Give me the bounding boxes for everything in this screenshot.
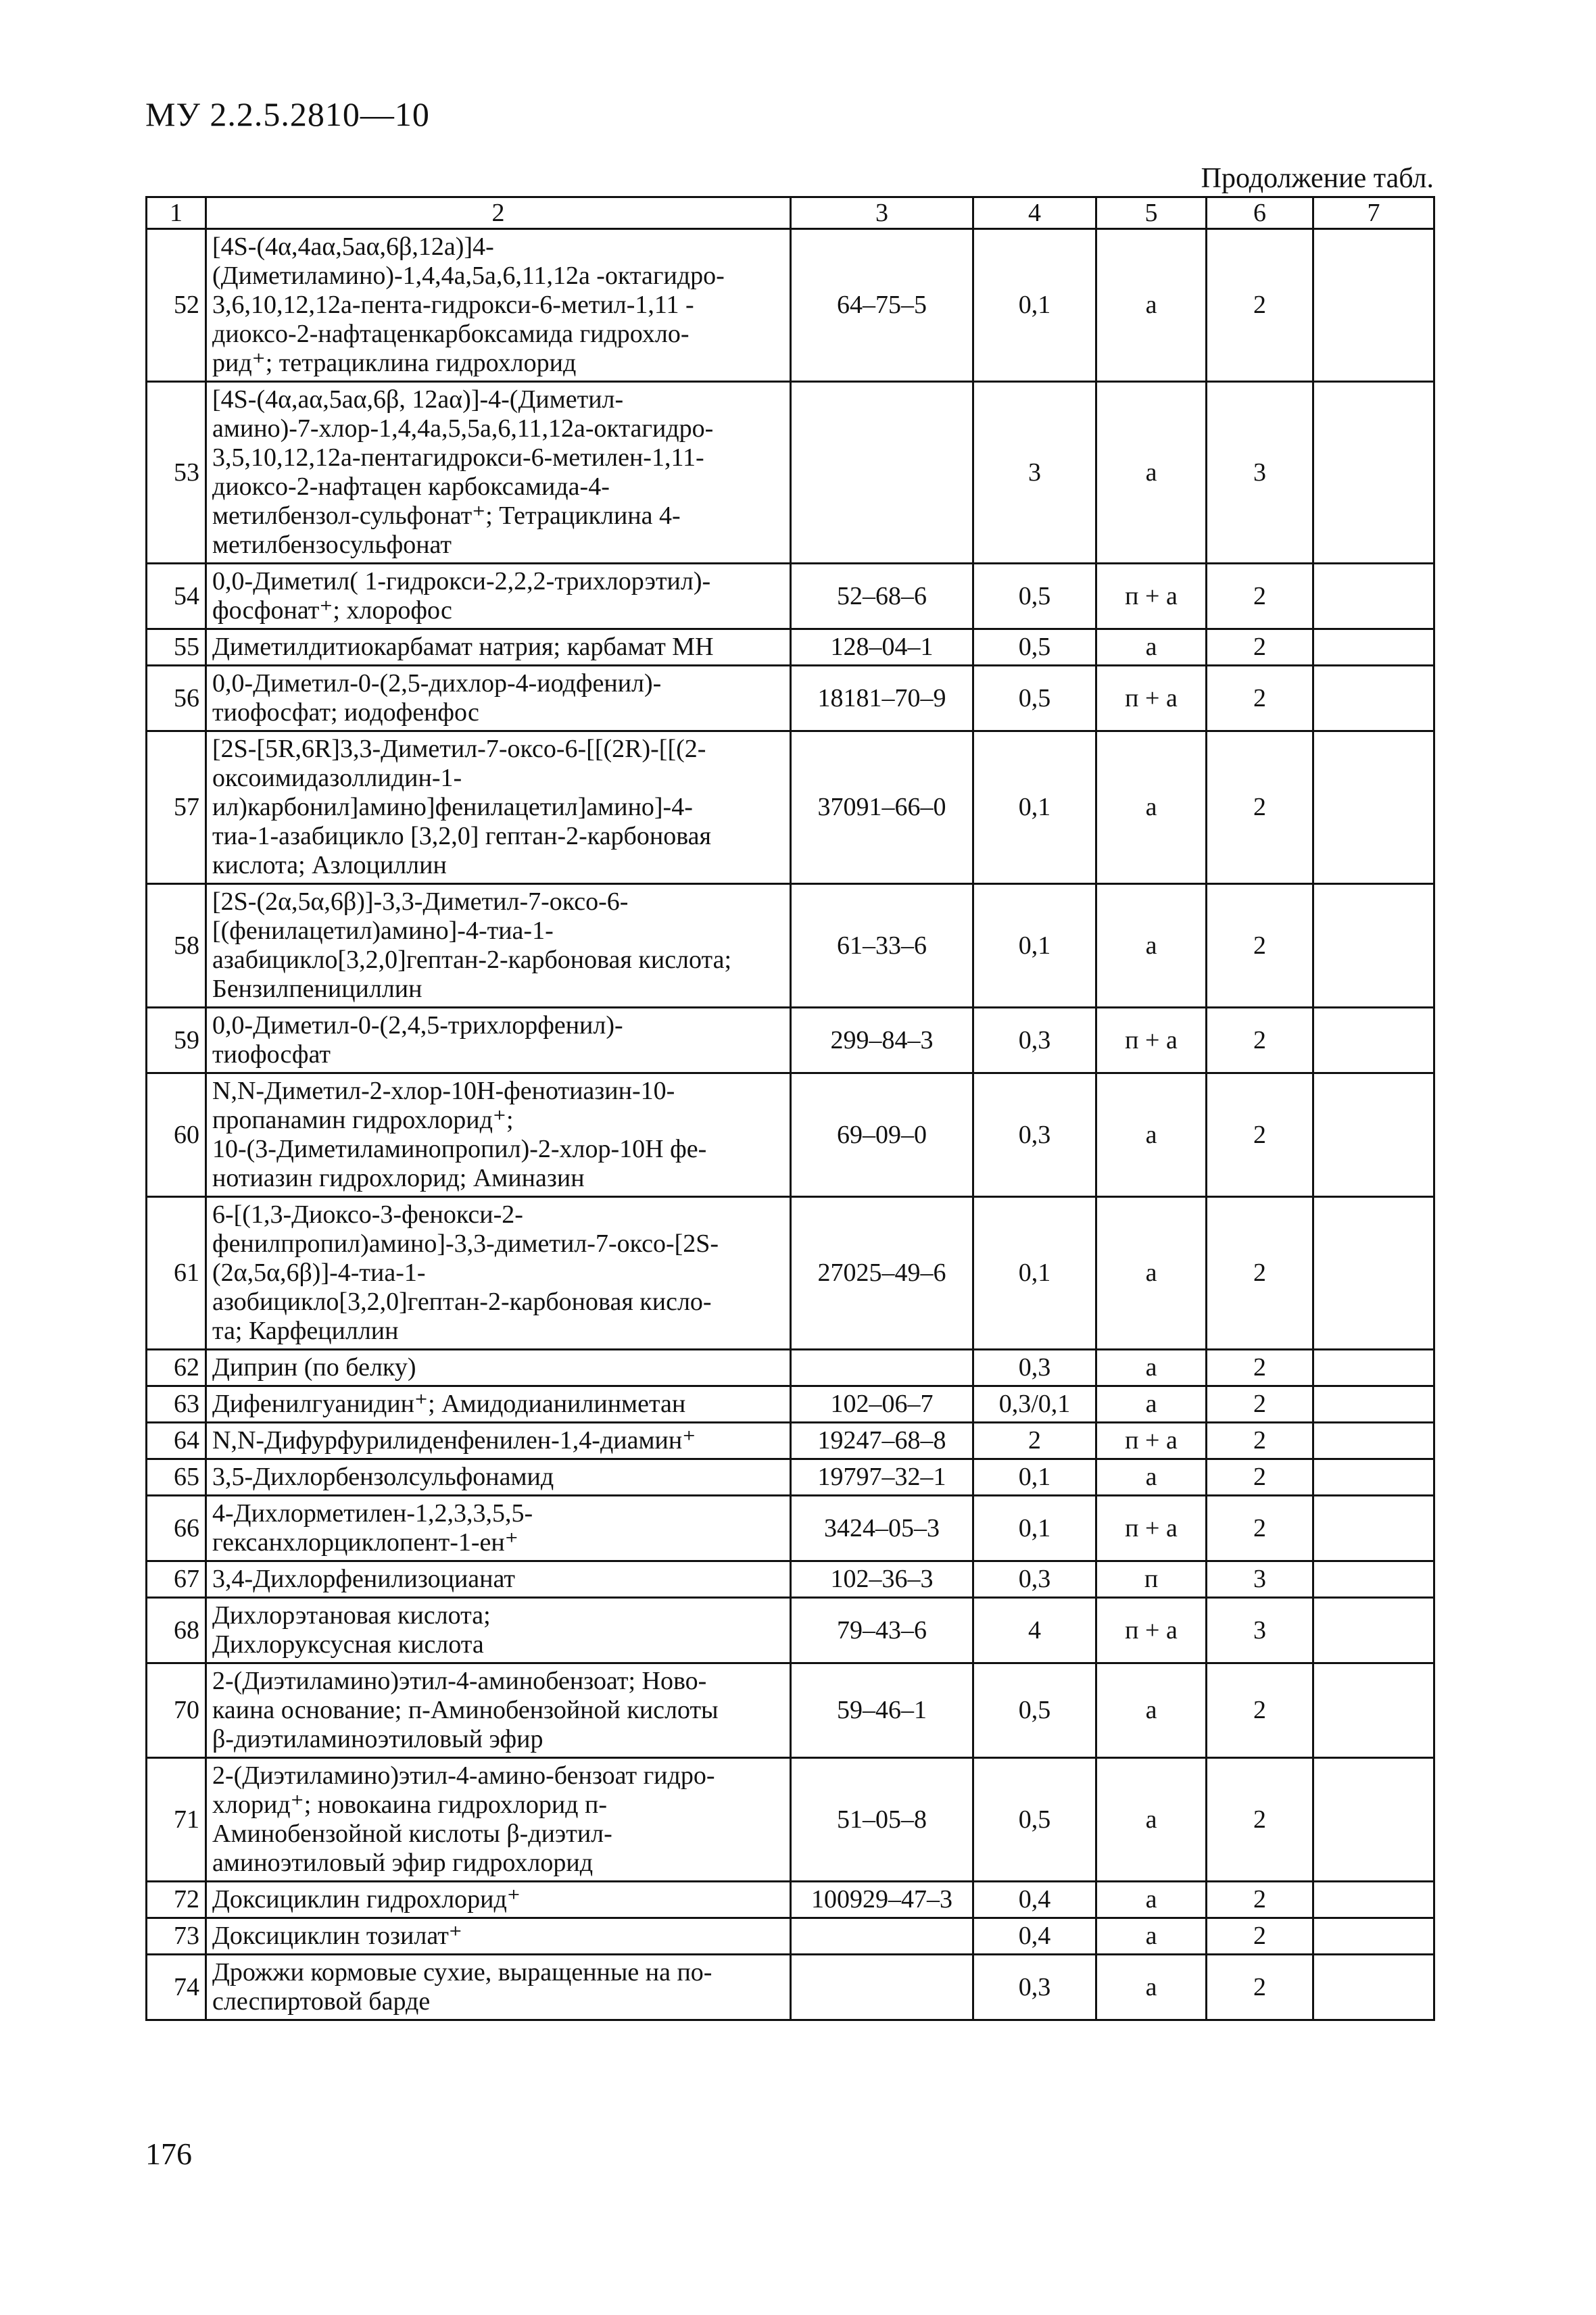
- substance-name-cell: 6-[(1,3-Диоксо-3-фенокси-2- фенилпропил)амино]-3,3-диметил-7-оксо-[2S- (2α,5α,6β)]-4-тиа-1- азобицикло[3,2,0]гептан-2-карбоновая кисло- та; Карфециллин: [206, 1197, 791, 1350]
- cas-number-cell: 51–05–8: [791, 1758, 973, 1882]
- note-cell: [1313, 1008, 1434, 1073]
- row-number-cell: 53: [147, 382, 206, 564]
- aggregate-state-cell: п + а: [1096, 1423, 1207, 1459]
- substance-name-cell: 0,0-Диметил-0-(2,4,5-трихлорфенил)- тиофосфат: [206, 1008, 791, 1073]
- note-cell: [1313, 1561, 1434, 1598]
- value-cell: 0,1: [973, 1496, 1096, 1561]
- cas-number-cell: 64–75–5: [791, 229, 973, 382]
- value-cell: 0,3: [973, 1955, 1096, 2020]
- hazard-class-cell: 2: [1207, 731, 1313, 884]
- value-cell: 4: [973, 1598, 1096, 1663]
- hazard-class-cell: 2: [1207, 564, 1313, 629]
- note-cell: [1313, 1386, 1434, 1423]
- note-cell: [1313, 629, 1434, 666]
- table-row: [147, 1008, 1434, 1073]
- substance-name-cell: N,N-Диметил-2-хлор-10Н-фенотиазин-10- пропанамин гидрохлорид⁺; 10-(3-Диметиламинопропил)-2-хлор-10Н фе- нотиазин гидрохлорид; Аминазин: [206, 1073, 791, 1197]
- table-row: [147, 1918, 1434, 1955]
- table-row: [147, 1459, 1434, 1496]
- value-cell: 0,3: [973, 1561, 1096, 1598]
- cas-number-cell: 52–68–6: [791, 564, 973, 629]
- row-number-cell: 55: [147, 629, 206, 666]
- hazard-class-cell: 2: [1207, 884, 1313, 1008]
- row-number-cell: 64: [147, 1423, 206, 1459]
- cas-number-cell: 27025–49–6: [791, 1197, 973, 1350]
- value-cell: 0,5: [973, 1758, 1096, 1882]
- note-cell: [1313, 1955, 1434, 2020]
- column-header: 3: [791, 197, 973, 229]
- row-number-cell: 65: [147, 1459, 206, 1496]
- value-cell: 0,1: [973, 229, 1096, 382]
- substance-name-cell: Дрожжи кормовые сухие, выращенные на по- слеспиртовой барде: [206, 1955, 791, 2020]
- hazard-class-cell: 2: [1207, 1955, 1313, 2020]
- aggregate-state-cell: а: [1096, 382, 1207, 564]
- substance-name-cell: N,N-Дифурфурилиденфенилен-1,4-диамин⁺: [206, 1423, 791, 1459]
- value-cell: 0,1: [973, 1197, 1096, 1350]
- hazard-class-cell: 3: [1207, 1598, 1313, 1663]
- aggregate-state-cell: а: [1096, 1073, 1207, 1197]
- column-header: 1: [147, 197, 206, 229]
- table-row: [147, 629, 1434, 666]
- hazard-class-cell: 2: [1207, 1758, 1313, 1882]
- row-number-cell: 57: [147, 731, 206, 884]
- aggregate-state-cell: п + а: [1096, 1496, 1207, 1561]
- table-row: [147, 1663, 1434, 1758]
- row-number-cell: 67: [147, 1561, 206, 1598]
- aggregate-state-cell: а: [1096, 1882, 1207, 1918]
- value-cell: 0,5: [973, 1663, 1096, 1758]
- substance-name-cell: 2-(Диэтиламино)этил-4-аминобензоат; Ново- каина основание; п-Аминобензойной кислоты β-диэтиламиноэтиловый эфир: [206, 1663, 791, 1758]
- row-number-cell: 56: [147, 666, 206, 731]
- cas-number-cell: 19247–68–8: [791, 1423, 973, 1459]
- hazard-class-cell: 2: [1207, 1197, 1313, 1350]
- hazard-class-cell: 2: [1207, 1918, 1313, 1955]
- substance-name-cell: Доксициклин гидрохлорид⁺: [206, 1882, 791, 1918]
- row-number-cell: 66: [147, 1496, 206, 1561]
- row-number-cell: 60: [147, 1073, 206, 1197]
- value-cell: 0,4: [973, 1918, 1096, 1955]
- column-header: 2: [206, 197, 791, 229]
- table-row: [147, 1197, 1434, 1350]
- hazard-class-cell: 2: [1207, 1882, 1313, 1918]
- note-cell: [1313, 1350, 1434, 1386]
- hazard-class-cell: 2: [1207, 229, 1313, 382]
- aggregate-state-cell: а: [1096, 1955, 1207, 2020]
- hazard-class-cell: 2: [1207, 1350, 1313, 1386]
- cas-number-cell: [791, 1918, 973, 1955]
- table-row: [147, 1882, 1434, 1918]
- column-header: 7: [1313, 197, 1434, 229]
- value-cell: 0,3: [973, 1008, 1096, 1073]
- value-cell: 0,3: [973, 1350, 1096, 1386]
- hazard-class-cell: 2: [1207, 1073, 1313, 1197]
- cas-number-cell: [791, 1350, 973, 1386]
- aggregate-state-cell: а: [1096, 1386, 1207, 1423]
- table-row: [147, 1386, 1434, 1423]
- value-cell: 0,5: [973, 666, 1096, 731]
- table-row: [147, 1073, 1434, 1197]
- substance-name-cell: Доксициклин тозилат⁺: [206, 1918, 791, 1955]
- note-cell: [1313, 1496, 1434, 1561]
- substance-name-cell: [4S-(4α,aα,5aα,6β, 12aα)]-4-(Диметил- амино)-7-хлор-1,4,4a,5,5a,6,11,12a-октагидро- 3,5,10,12,12a-пентагидрокси-6-метилен-1,11- диоксо-2-нафтацен карбоксамида-4- метилбензол-сульфонат⁺; Тетрациклина 4- метилбензосульфонат: [206, 382, 791, 564]
- hazard-class-cell: 2: [1207, 629, 1313, 666]
- row-number-cell: 63: [147, 1386, 206, 1423]
- row-number-cell: 70: [147, 1663, 206, 1758]
- substance-name-cell: 3,4-Дихлорфенилизоцианат: [206, 1561, 791, 1598]
- table-row: [147, 1561, 1434, 1598]
- note-cell: [1313, 731, 1434, 884]
- table-row: [147, 1350, 1434, 1386]
- aggregate-state-cell: п + а: [1096, 1598, 1207, 1663]
- table-header-row: [147, 197, 1434, 229]
- aggregate-state-cell: п + а: [1096, 564, 1207, 629]
- hazard-class-cell: 2: [1207, 666, 1313, 731]
- note-cell: [1313, 1598, 1434, 1663]
- row-number-cell: 58: [147, 884, 206, 1008]
- table-row: [147, 1598, 1434, 1663]
- row-number-cell: 52: [147, 229, 206, 382]
- substance-name-cell: 2-(Диэтиламино)этил-4-амино-бензоат гидро- хлорид⁺; новокаина гидрохлорид п- Аминобензойной кислоты β-диэтил- аминоэтиловый эфир гидрохлорид: [206, 1758, 791, 1882]
- cas-number-cell: 100929–47–3: [791, 1882, 973, 1918]
- substance-name-cell: Дифенилгуанидин⁺; Амидодианилинметан: [206, 1386, 791, 1423]
- page-number: 176: [145, 2137, 192, 2171]
- cas-number-cell: 37091–66–0: [791, 731, 973, 884]
- table-row: [147, 731, 1434, 884]
- substance-name-cell: [4S-(4α,4aα,5aα,6β,12a)]4- (Диметиламино)-1,4,4a,5a,6,11,12a -октагидро- 3,6,10,12,12a-пента-гидрокси-6-метил-1,11 - диоксо-2-нафтаценкарбоксамида гидрохло- рид⁺; тетрациклина гидрохлорид: [206, 229, 791, 382]
- substance-name-cell: [2S-[5R,6R]3,3-Диметил-7-оксо-6-[[(2R)-[[(2- оксоимидазоллидин-1- ил)карбонил]амино]фенилацетил]амино]-4- тиа-1-азабицикло [3,2,0] гептан-2-карбоновая кислота; Азлоциллин: [206, 731, 791, 884]
- column-header: 5: [1096, 197, 1207, 229]
- row-number-cell: 54: [147, 564, 206, 629]
- substances-table: [145, 196, 1435, 2021]
- document-header: МУ 2.2.5.2810—10: [145, 95, 430, 133]
- substance-name-cell: Дихлорэтановая кислота; Дихлоруксусная кислота: [206, 1598, 791, 1663]
- cas-number-cell: 128–04–1: [791, 629, 973, 666]
- row-number-cell: 71: [147, 1758, 206, 1882]
- note-cell: [1313, 564, 1434, 629]
- substance-name-cell: [2S-(2α,5α,6β)]-3,3-Диметил-7-оксо-6- [(фенилацетил)амино]-4-тиа-1- азабицикло[3,2,0]гептан-2-карбоновая кислота; Бензилпенициллин: [206, 884, 791, 1008]
- aggregate-state-cell: а: [1096, 1758, 1207, 1882]
- note-cell: [1313, 1758, 1434, 1882]
- aggregate-state-cell: п: [1096, 1561, 1207, 1598]
- note-cell: [1313, 1459, 1434, 1496]
- cas-number-cell: 19797–32–1: [791, 1459, 973, 1496]
- table-row: [147, 1423, 1434, 1459]
- substance-name-cell: 0,0-Диметил( 1-гидрокси-2,2,2-трихлорэтил)- фосфонат⁺; хлорофос: [206, 564, 791, 629]
- note-cell: [1313, 1882, 1434, 1918]
- row-number-cell: 73: [147, 1918, 206, 1955]
- table-row: [147, 564, 1434, 629]
- substance-name-cell: 0,0-Диметил-0-(2,5-дихлор-4-иодфенил)- тиофосфат; иодофенфос: [206, 666, 791, 731]
- value-cell: 0,3/0,1: [973, 1386, 1096, 1423]
- aggregate-state-cell: а: [1096, 1663, 1207, 1758]
- note-cell: [1313, 382, 1434, 564]
- aggregate-state-cell: а: [1096, 1459, 1207, 1496]
- cas-number-cell: 102–06–7: [791, 1386, 973, 1423]
- table-row: [147, 666, 1434, 731]
- cas-number-cell: 69–09–0: [791, 1073, 973, 1197]
- aggregate-state-cell: а: [1096, 1197, 1207, 1350]
- aggregate-state-cell: а: [1096, 731, 1207, 884]
- value-cell: 0,4: [973, 1882, 1096, 1918]
- note-cell: [1313, 1197, 1434, 1350]
- aggregate-state-cell: а: [1096, 1350, 1207, 1386]
- table-row: [147, 1496, 1434, 1561]
- table-row: [147, 1955, 1434, 2020]
- substance-name-cell: Диприн (по белку): [206, 1350, 791, 1386]
- value-cell: 3: [973, 382, 1096, 564]
- cas-number-cell: 79–43–6: [791, 1598, 973, 1663]
- aggregate-state-cell: п + а: [1096, 666, 1207, 731]
- cas-number-cell: 299–84–3: [791, 1008, 973, 1073]
- hazard-class-cell: 2: [1207, 1386, 1313, 1423]
- cas-number-cell: 59–46–1: [791, 1663, 973, 1758]
- note-cell: [1313, 1423, 1434, 1459]
- value-cell: 0,5: [973, 629, 1096, 666]
- aggregate-state-cell: а: [1096, 229, 1207, 382]
- value-cell: 0,3: [973, 1073, 1096, 1197]
- hazard-class-cell: 2: [1207, 1423, 1313, 1459]
- hazard-class-cell: 2: [1207, 1459, 1313, 1496]
- column-header: 4: [973, 197, 1096, 229]
- cas-number-cell: [791, 1955, 973, 2020]
- hazard-class-cell: 2: [1207, 1663, 1313, 1758]
- table-row: [147, 1758, 1434, 1882]
- table-row: [147, 382, 1434, 564]
- note-cell: [1313, 1663, 1434, 1758]
- value-cell: 0,1: [973, 884, 1096, 1008]
- table-row: [147, 229, 1434, 382]
- substance-name-cell: 4-Дихлорметилен-1,2,3,3,5,5- гексанхлорциклопент-1-ен⁺: [206, 1496, 791, 1561]
- row-number-cell: 74: [147, 1955, 206, 2020]
- value-cell: 2: [973, 1423, 1096, 1459]
- row-number-cell: 59: [147, 1008, 206, 1073]
- cas-number-cell: 3424–05–3: [791, 1496, 973, 1561]
- note-cell: [1313, 666, 1434, 731]
- continuation-label: Продолжение табл.: [1201, 163, 1434, 194]
- note-cell: [1313, 229, 1434, 382]
- hazard-class-cell: 2: [1207, 1496, 1313, 1561]
- note-cell: [1313, 884, 1434, 1008]
- value-cell: 0,1: [973, 1459, 1096, 1496]
- hazard-class-cell: 3: [1207, 1561, 1313, 1598]
- row-number-cell: 72: [147, 1882, 206, 1918]
- aggregate-state-cell: а: [1096, 884, 1207, 1008]
- hazard-class-cell: 3: [1207, 382, 1313, 564]
- hazard-class-cell: 2: [1207, 1008, 1313, 1073]
- aggregate-state-cell: п + а: [1096, 1008, 1207, 1073]
- cas-number-cell: [791, 382, 973, 564]
- note-cell: [1313, 1918, 1434, 1955]
- cas-number-cell: 18181–70–9: [791, 666, 973, 731]
- table-row: [147, 884, 1434, 1008]
- value-cell: 0,1: [973, 731, 1096, 884]
- substance-name-cell: Диметилдитиокарбамат натрия; карбамат МН: [206, 629, 791, 666]
- aggregate-state-cell: а: [1096, 1918, 1207, 1955]
- row-number-cell: 61: [147, 1197, 206, 1350]
- cas-number-cell: 102–36–3: [791, 1561, 973, 1598]
- row-number-cell: 68: [147, 1598, 206, 1663]
- column-header: 6: [1207, 197, 1313, 229]
- substance-name-cell: 3,5-Дихлорбензолсульфонамид: [206, 1459, 791, 1496]
- cas-number-cell: 61–33–6: [791, 884, 973, 1008]
- row-number-cell: 62: [147, 1350, 206, 1386]
- aggregate-state-cell: а: [1096, 629, 1207, 666]
- value-cell: 0,5: [973, 564, 1096, 629]
- note-cell: [1313, 1073, 1434, 1197]
